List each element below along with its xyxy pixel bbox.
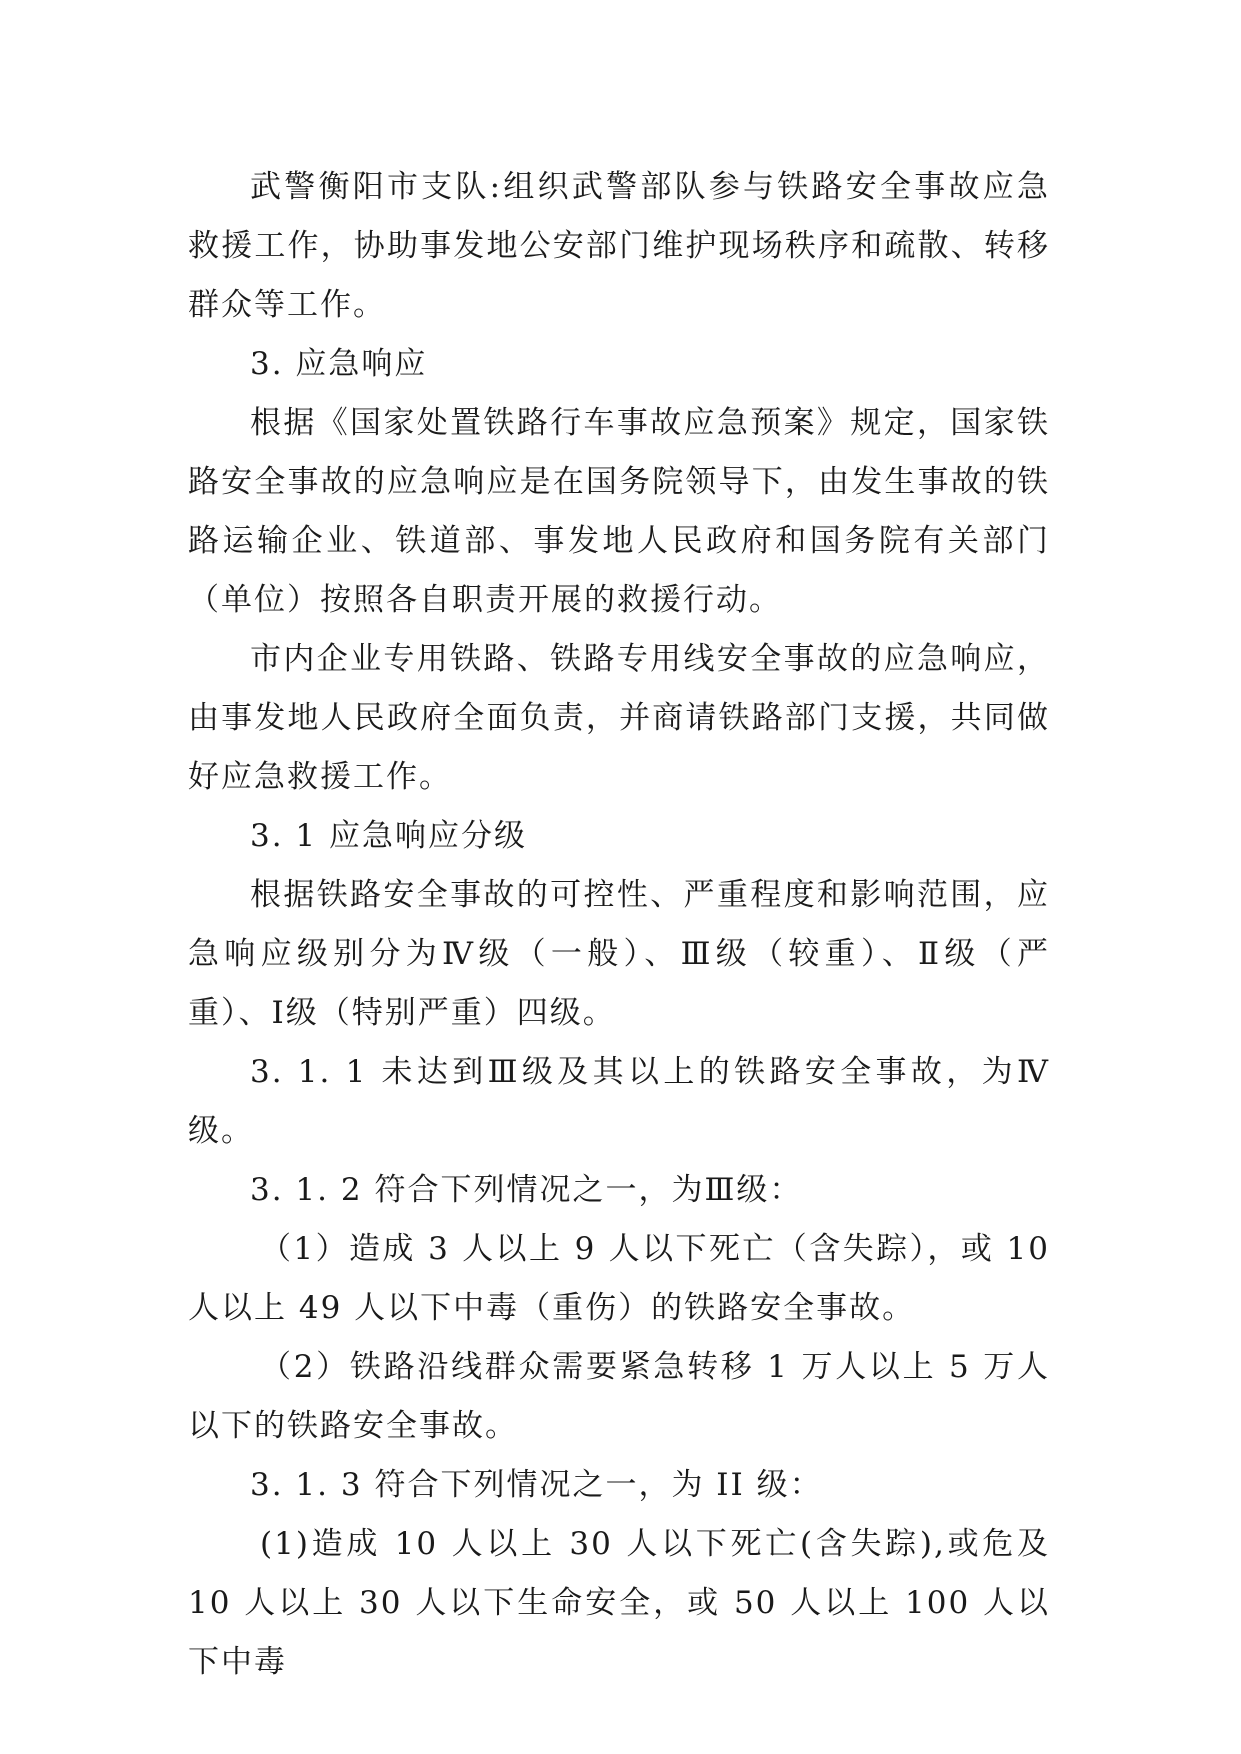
section-heading-emergency-response: 3. 应急响应 bbox=[250, 346, 428, 382]
paragraph-level-classification: 根据铁路安全事故的可控性、严重程度和影响范围，应急响应级别分为Ⅳ级（一般）、Ⅲ级（较重）、Ⅱ级（严重）、Ⅰ级（特别严重）四级。 bbox=[188, 877, 1050, 1031]
clause-3-1-2-item-2: （2）铁路沿线群众需要紧急转移 1 万人以上 5 万人以下的铁路安全事故。 bbox=[188, 1349, 1050, 1444]
paragraph-national-plan: 根据《国家处置铁路行车事故应急预案》规定，国家铁路安全事故的应急响应是在国务院领导下，由发生事故的铁路运输企业、铁道部、事发地人民政府和国务院有关部门（单位）按照各自职责开展的救援行动。 bbox=[188, 405, 1050, 618]
paragraph-armed-police-duties: 武警衡阳市支队:组织武警部队参与铁路安全事故应急救援工作，协助事发地公安部门维护现场秩序和疏散、转移群众等工作。 bbox=[188, 169, 1050, 323]
clause-3-1-2-item-1: （1）造成 3 人以上 9 人以下死亡（含失踪），或 10 人以上 49 人以下中毒（重伤）的铁路安全事故。 bbox=[188, 1231, 1050, 1326]
clause-3-1-3: 3. 1. 3 符合下列情况之一，为 II 级： bbox=[250, 1467, 823, 1503]
clause-3-1-1: 3. 1. 1 未达到Ⅲ级及其以上的铁路安全事故，为Ⅳ级。 bbox=[188, 1054, 1050, 1149]
section-heading-response-levels: 3. 1 应急响应分级 bbox=[250, 818, 528, 854]
clause-3-1-3-item-1: (1)造成 10 人以上 30 人以下死亡(含失踪),或危及 10 人以上 30 人以下生命安全，或 50 人以上 100 人以下中毒 bbox=[188, 1526, 1050, 1680]
document-body bbox=[188, 158, 1050, 1692]
paragraph-enterprise-railway: 市内企业专用铁路、铁路专用线安全事故的应急响应，由事发地人民政府全面负责，并商请铁路部门支援，共同做好应急救援工作。 bbox=[188, 641, 1050, 795]
clause-3-1-2: 3. 1. 2 符合下列情况之一，为Ⅲ级： bbox=[250, 1172, 803, 1208]
